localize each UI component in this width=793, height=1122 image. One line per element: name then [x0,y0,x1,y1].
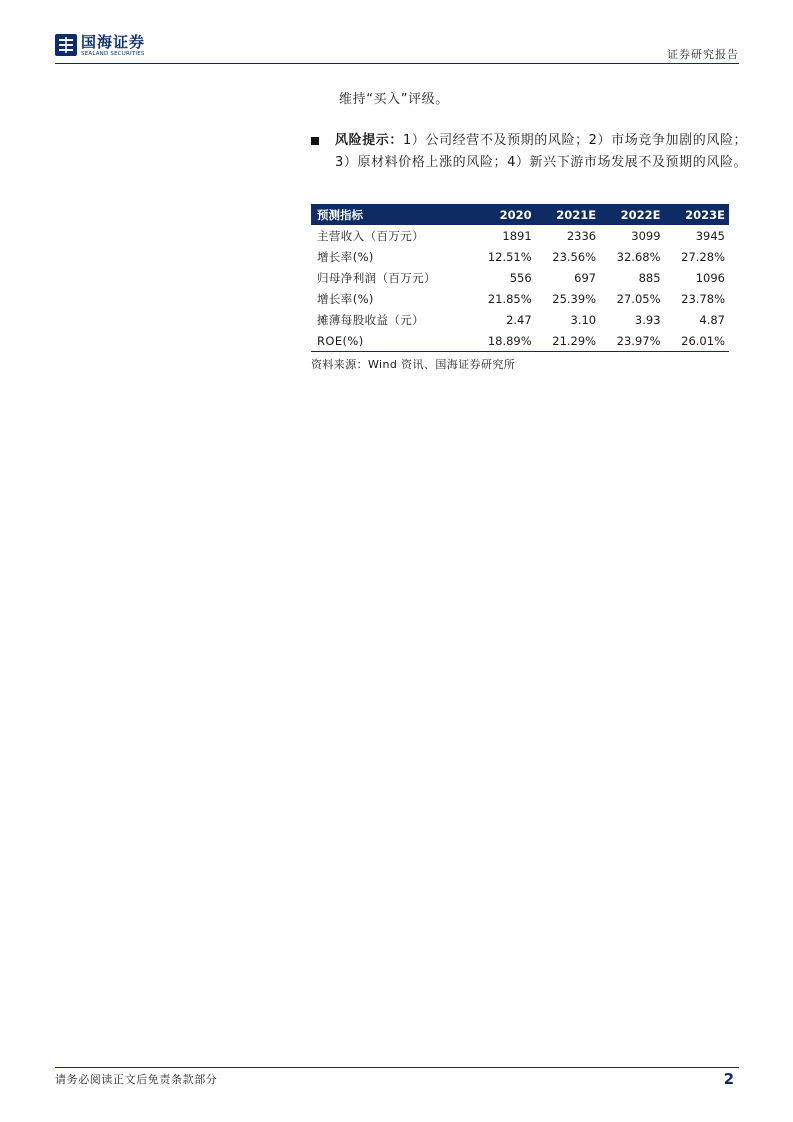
table-row [311,330,729,352]
table-row [311,288,729,309]
table-cell: 23.97% [600,330,664,352]
table-cell: 27.28% [681,249,725,264]
risk-line-1 [335,131,747,151]
table-cell: 4.87 [699,312,725,327]
page-header [55,34,739,64]
table-cell: 3945 [695,228,725,243]
row-label: 增长率(%) [317,249,374,264]
table-cell: 2336 [566,228,597,243]
table-cell: 27.05% [616,291,661,306]
risk-label: 风险提示： [335,133,404,148]
logo-chinese-name: 国海证券 [81,33,146,51]
table-header-cell: 2022E [600,204,664,225]
table-header-cell: 2021E [536,204,600,225]
table-cell: 1096 [695,270,725,285]
footer-divider [55,1067,739,1068]
table-row [311,225,729,246]
table-header-row [311,204,729,225]
table-header-cell: 2023E [665,204,729,225]
table-cell: 23.56% [552,249,597,264]
row-label: 增长率(%) [317,291,374,306]
table-cell: 18.89% [471,330,535,352]
table-header-cell: 2020 [471,204,535,225]
table-cell: 3.10 [570,312,597,327]
table-cell: 2.47 [506,312,532,327]
table-cell: 3099 [631,228,661,243]
table-source-note: 资料来源：Wind 资讯、国海证券研究所 [311,358,516,371]
table-cell: 21.85% [487,291,532,306]
table-cell: 23.78% [681,291,725,306]
table-cell: 885 [638,270,661,285]
table-cell: 697 [574,270,597,285]
square-bullet-icon [311,137,319,145]
table-cell: 3.93 [634,312,661,327]
table-row [311,309,729,330]
table-header-cell: 预测指标 [311,204,471,225]
table-cell: 21.29% [536,330,600,352]
header-divider [55,63,739,64]
row-label: 摊薄每股收益（元） [317,312,425,327]
page-number: 2 [723,1070,734,1088]
risk-line-2: 3）原材料价格上涨的风险；4）新兴下游市场发展不及预期的风险。 [335,155,748,170]
footer-disclaimer: 请务必阅读正文后免责条款部分 [55,1073,218,1086]
table-cell: 12.51% [487,249,532,264]
row-label: 主营收入（百万元） [317,228,425,243]
logo-english-name: SEALAND SECURITIES [81,51,145,57]
sealand-logo-icon [55,34,77,56]
table-cell: 1891 [502,228,532,243]
risk-text-1: 1）公司经营不及预期的风险；2）市场竞争加剧的风险； [403,133,748,148]
company-logo [55,34,145,58]
table-row [311,267,729,288]
row-label: 归母净利润（百万元） [317,270,436,285]
table-cell: 26.01% [665,330,729,352]
forecast-table [311,204,729,352]
table-cell: 25.39% [552,291,597,306]
rating-statement: 维持“买入”评级。 [339,92,449,107]
table-cell: 556 [509,270,532,285]
row-label: ROE(%) [311,330,471,352]
table-cell: 32.68% [616,249,661,264]
report-type-label: 证券研究报告 [667,48,739,61]
table-row [311,246,729,267]
